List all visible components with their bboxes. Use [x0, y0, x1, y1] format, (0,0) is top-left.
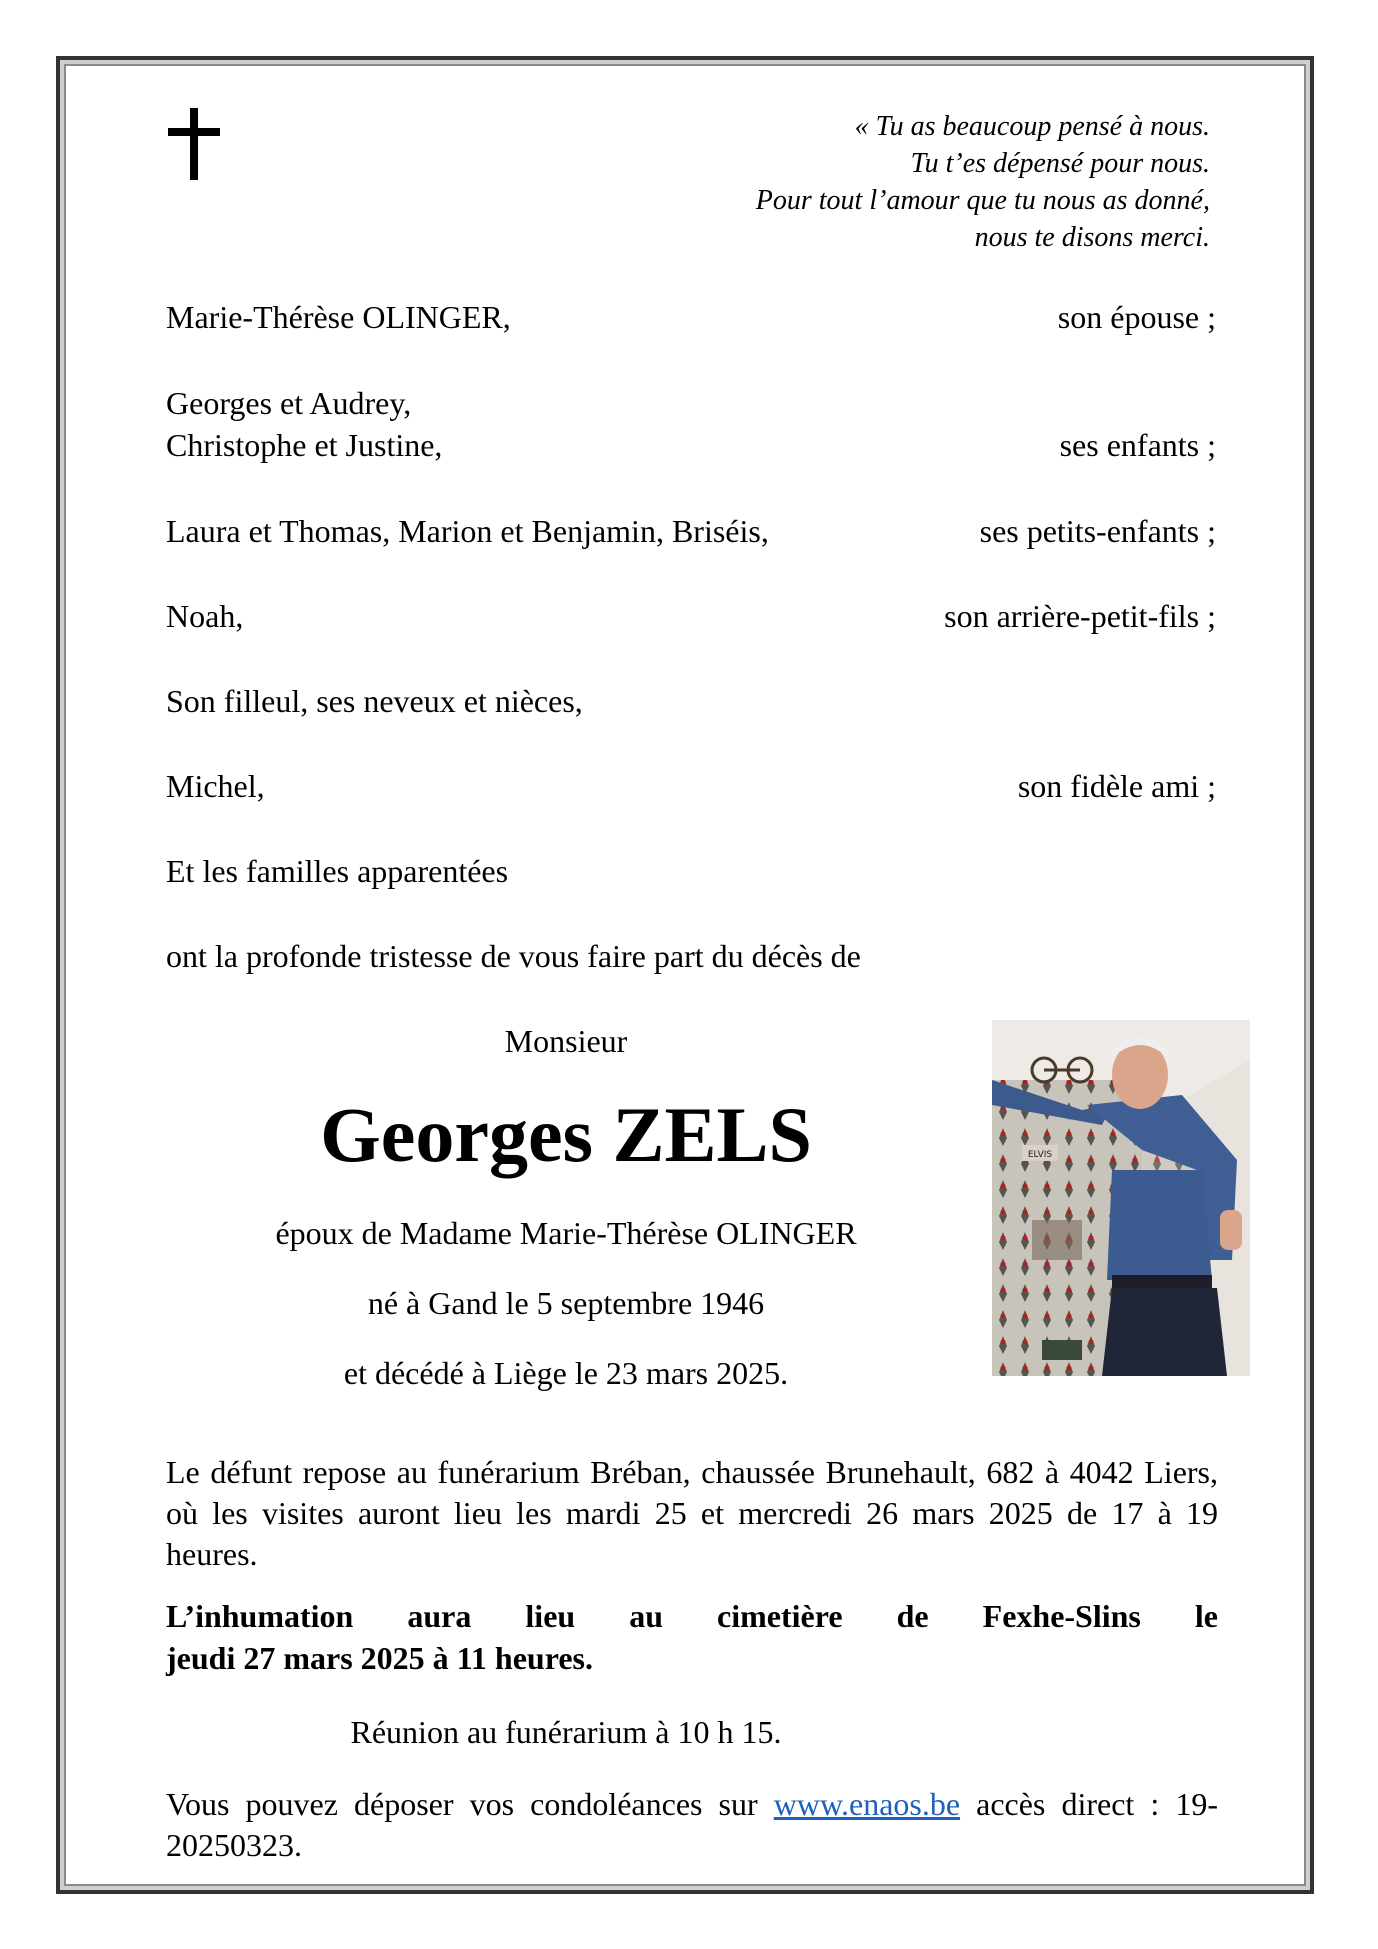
condolences-paragraph [166, 1784, 1218, 1866]
quote-line: nous te disons merci. [974, 222, 1210, 253]
deceased-spouse-line: époux de Madame Marie-Thérèse OLINGER [275, 1215, 857, 1251]
family-row-children [166, 382, 1216, 466]
epigraph-quote [590, 108, 1210, 256]
deceased-name: Georges ZELS [320, 1091, 812, 1178]
family-relation: son arrière-petit-fils ; [944, 598, 1216, 634]
family-name: Noah, [166, 598, 244, 634]
family-name: Et les familles apparentées [166, 853, 509, 889]
family-name: Christophe et Justine, [166, 427, 443, 463]
family-relation: ses petits-enfants ; [979, 513, 1216, 549]
quote-line: Tu t’es dépensé pour nous. [910, 148, 1210, 179]
quote-line: « Tu as beaucoup pensé à nous. [854, 111, 1210, 142]
quote-line: Pour tout l’amour que tu nous as donné, [755, 185, 1210, 216]
deceased-title: Monsieur [504, 1023, 628, 1059]
meeting-text: Réunion au funérarium à 10 h 15. [350, 1714, 782, 1750]
family-name: Georges et Audrey, [166, 385, 412, 421]
family-relation: son fidèle ami ; [1017, 768, 1216, 804]
svg-text:ELVIS: ELVIS [1027, 1150, 1053, 1160]
family-relation: ses enfants ; [1059, 427, 1216, 463]
cross-icon [168, 108, 220, 180]
family-name: Michel, [166, 768, 265, 804]
condolences-text-before: Vous pouvez déposer vos condoléances sur [166, 1786, 774, 1822]
portrait-photo [992, 1020, 1250, 1376]
family-name: Marie-Thérèse OLINGER, [166, 299, 511, 335]
deceased-died-line: et décédé à Liège le 23 mars 2025. [343, 1355, 789, 1391]
condolences-text-after: accès direct : 19-20250323. [166, 1786, 1219, 1863]
family-name: Son filleul, ses neveux et nièces, [166, 683, 583, 719]
deceased-born-line: né à Gand le 5 septembre 1946 [367, 1285, 765, 1321]
condolences-link[interactable]: www.enaos.be [773, 1786, 961, 1822]
portrait-photo-art [992, 1020, 1250, 1376]
family-name: Laura et Thomas, Marion et Benjamin, Briséis, [166, 513, 769, 549]
visitation-paragraph: Le défunt repose au funérarium Bréban, chaussée Brunehault, 682 à 4042 Liers, où les visites auront lieu les mardi 25 et mercredi 26 mars 2025 de 17 à 19 heures. [166, 1454, 1218, 1572]
family-relation: son épouse ; [1057, 299, 1216, 335]
burial-line-2: jeudi 27 mars 2025 à 11 heures. [166, 1640, 593, 1676]
burial-line-1: L’inhumation aura lieu au cimetière de Fexhe-Slins le [166, 1598, 1218, 1634]
